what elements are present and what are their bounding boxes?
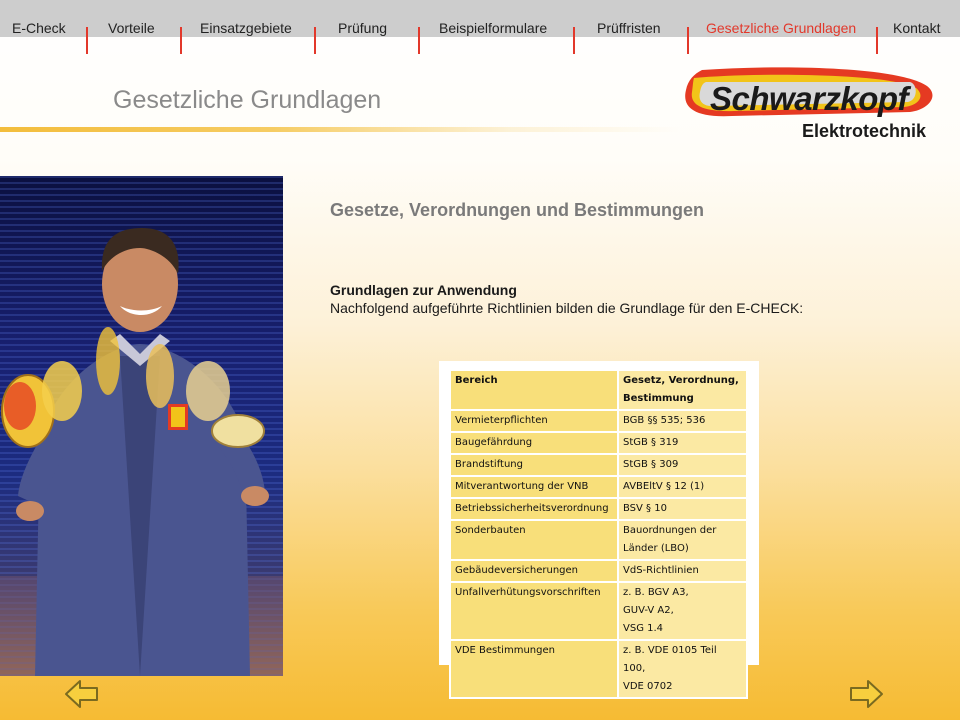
table-cell-gesetz: VdS-Richtlinien	[618, 560, 747, 582]
arrow-left-icon	[64, 678, 100, 710]
table-cell-gesetz: StGB § 319	[618, 432, 747, 454]
table-cell-gesetz: z. B. BGV A3, GUV-V A2, VSG 1.4	[618, 582, 747, 640]
table-cell-gesetz: Bauordnungen der Länder (LBO)	[618, 520, 747, 560]
table-row	[450, 520, 747, 560]
table-row	[450, 454, 747, 476]
nav-item-beispielformulare[interactable]: Beispielformulare	[439, 20, 548, 36]
logo-brand: Schwarzkopf	[710, 80, 909, 117]
table-cell-bereich: Baugefährdung	[450, 432, 618, 454]
header-gesetz: Gesetz, Verordnung, Bestimmung	[618, 370, 747, 410]
nav-item-kontakt[interactable]: Kontakt	[893, 20, 941, 36]
table-cell-bereich: VDE Bestimmungen	[450, 640, 618, 698]
table-cell-bereich: Vermieterpflichten	[450, 410, 618, 432]
table-cell-bereich: Brandstiftung	[450, 454, 618, 476]
logo-subtitle: Elektrotechnik	[802, 121, 927, 141]
page-title: Gesetzliche Grundlagen	[113, 86, 382, 114]
table-cell-bereich: Betriebssicherheitsverordnung	[450, 498, 618, 520]
table-cell-gesetz: StGB § 309	[618, 454, 747, 476]
nav-item-pruefung[interactable]: Prüfung	[338, 20, 388, 36]
table-row	[450, 432, 747, 454]
next-page-button[interactable]	[848, 678, 884, 710]
electrician-illustration	[0, 176, 283, 676]
nav-item-prueffristen[interactable]: Prüffristen	[597, 20, 661, 36]
title-underline	[0, 127, 680, 132]
company-logo	[672, 66, 940, 148]
nav-separator	[86, 27, 88, 54]
law-table	[449, 369, 748, 699]
previous-page-button[interactable]	[64, 678, 100, 710]
nav-item-gesetzliche-grundlagen[interactable]: Gesetzliche Grundlagen	[706, 20, 857, 36]
nav-item-vorteile[interactable]: Vorteile	[108, 20, 155, 36]
table-cell-gesetz: AVBEltV § 12 (1)	[618, 476, 747, 498]
arrow-right-icon	[848, 678, 884, 710]
nav-separator	[573, 27, 575, 54]
nav-separator	[180, 27, 182, 54]
table-row	[450, 640, 747, 698]
table-cell-bereich: Sonderbauten	[450, 520, 618, 560]
table-header-row	[450, 370, 747, 410]
nav-item-einsatzgebiete[interactable]: Einsatzgebiete	[200, 20, 292, 36]
top-navigation	[0, 0, 960, 37]
table-row	[450, 410, 747, 432]
header-bereich: Bereich	[450, 370, 618, 410]
table-cell-gesetz: BSV § 10	[618, 498, 747, 520]
electrician-photo	[0, 176, 283, 676]
law-table-card	[439, 361, 759, 692]
nav-separator	[687, 27, 689, 54]
intro-title: Grundlagen zur Anwendung	[330, 282, 517, 298]
table-row	[450, 560, 747, 582]
nav-separator	[876, 27, 878, 54]
table-cell-gesetz: z. B. VDE 0105 Teil 100, VDE 0702	[618, 640, 747, 698]
intro-text: Nachfolgend aufgeführte Richtlinien bilden die Grundlage für den E-CHECK:	[330, 300, 804, 316]
nav-item-e-check[interactable]: E-Check	[12, 20, 66, 36]
table-cell-bereich: Mitverantwortung der VNB	[450, 476, 618, 498]
table-cell-gesetz: BGB §§ 535; 536	[618, 410, 747, 432]
table-row	[450, 582, 747, 640]
nav-separator	[314, 27, 316, 54]
section-heading: Gesetze, Verordnungen und Bestimmungen	[330, 200, 705, 220]
table-row	[450, 476, 747, 498]
table-cell-bereich: Gebäudeversicherungen	[450, 560, 618, 582]
table-cell-bereich: Unfallverhütungsvorschriften	[450, 582, 618, 640]
nav-separator	[418, 27, 420, 54]
table-row	[450, 498, 747, 520]
